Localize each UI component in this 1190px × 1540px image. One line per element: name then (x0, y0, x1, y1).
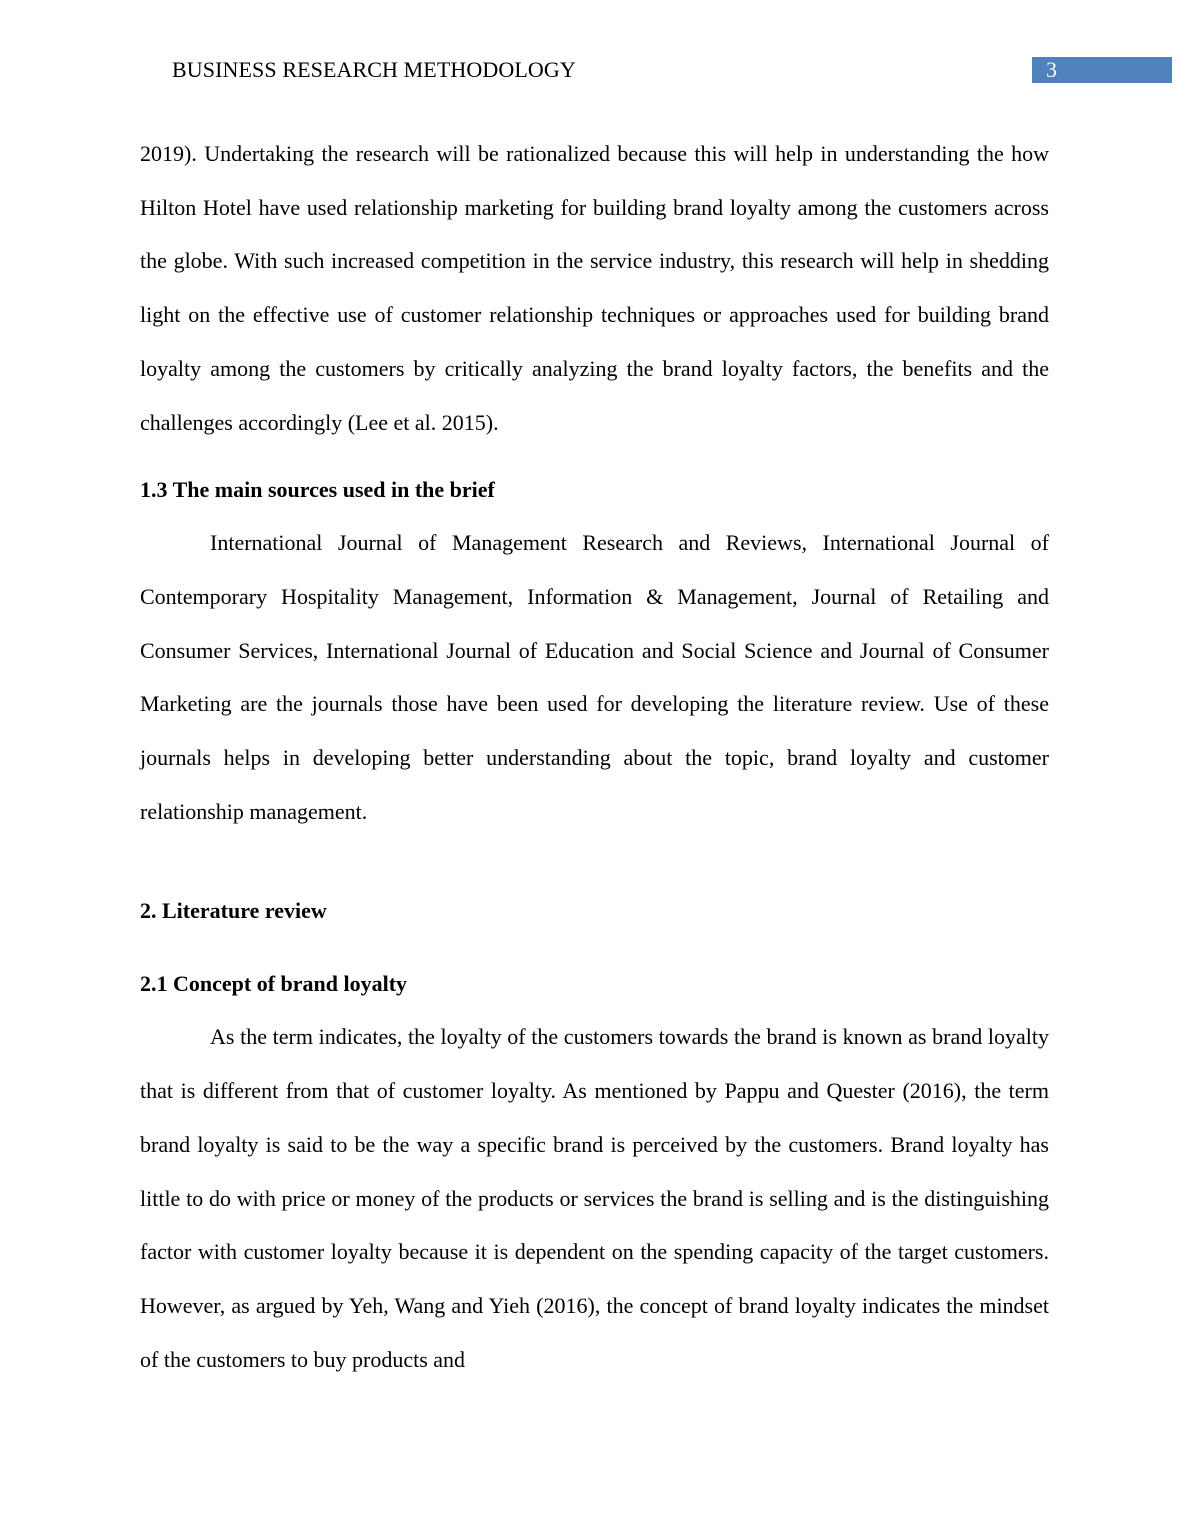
running-header-title: BUSINESS RESEARCH METHODOLOGY (172, 57, 576, 82)
section-heading-2-1: 2.1 Concept of brand loyalty (140, 971, 408, 997)
page-number-box (1032, 57, 1172, 83)
concept-paragraph: As the term indicates, the loyalty of the customers towards the brand is known as brand loyalty that is different from that of customer loyalty. As mentioned by Pappu and Quester (2016), the term brand loyalty is said to be the way a specific brand is perceived by the customers. Brand loyalty has little to do with price or money of the products or services the brand is selling and is the distinguishing factor with customer loyalty because it is dependent on the spending capacity of the target customers. However, as argued by Yeh, Wang and Yieh (2016), the concept of brand loyalty indicates the mindset of the customers to buy products and (140, 1024, 1049, 1372)
sources-paragraph: International Journal of Management Research and Reviews, International Journal of Contemporary Hospitality Management, Information & Management, Journal of Retailing and Consumer Services, International Journal of Education and Social Science and Journal of Consumer Marketing are the journals those have been used for developing the literature review. Use of these journals helps in developing better understanding about the topic, brand loyalty and customer relationship management. (140, 530, 1049, 824)
document-body (140, 127, 1049, 1386)
section-heading-1-3: 1.3 The main sources used in the brief (140, 477, 495, 503)
intro-paragraph: 2019). Undertaking the research will be rationalized because this will help in understanding the how Hilton Hotel have used relationship marketing for building brand loyalty among the customers across the globe. With such increased competition in the service industry, this research will help in shedding light on the effective use of customer relationship techniques or approaches used for building brand loyalty among the customers by critically analyzing the brand loyalty factors, the benefits and the challenges accordingly (Lee et al. 2015). (140, 141, 1049, 435)
section-heading-2: 2. Literature review (140, 898, 327, 924)
page-number: 3 (1046, 57, 1057, 82)
